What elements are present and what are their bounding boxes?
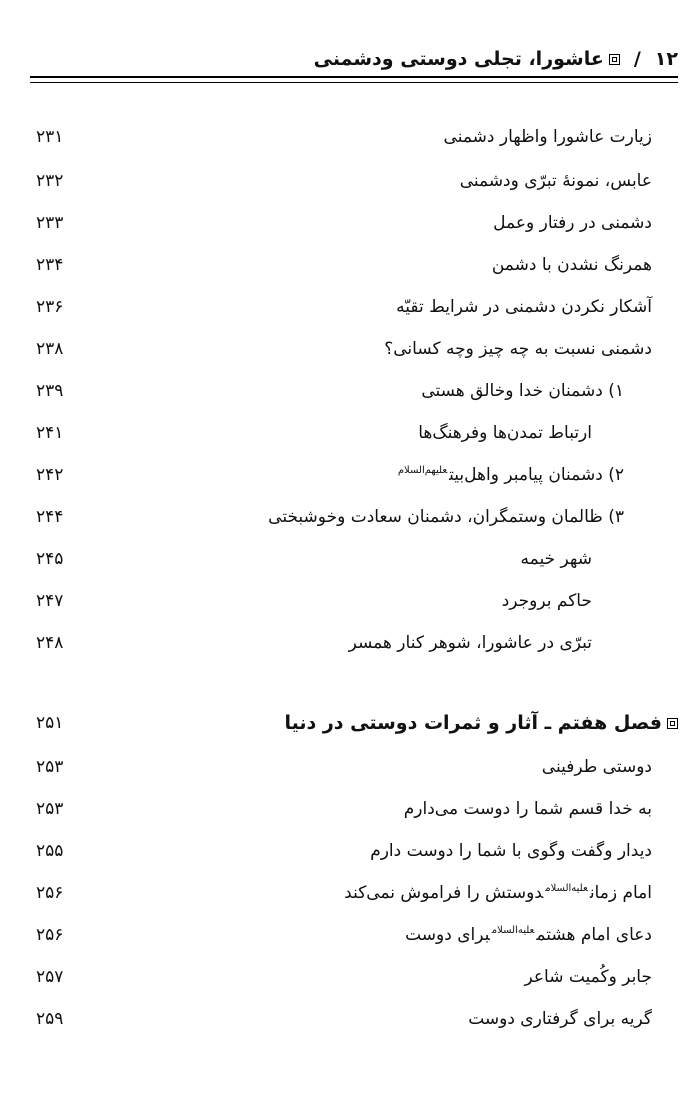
toc-entry-page: ۲۵۷	[36, 967, 64, 987]
toc-entry-page: ۲۳۲	[36, 171, 64, 191]
toc-entry[interactable]	[36, 586, 592, 616]
header-page-number: ۱۲	[654, 48, 678, 70]
toc-entry-title: آشکار نکردن دشمنی در شرایط تقیّه	[396, 297, 652, 317]
toc-entry-page: ۲۳۹	[36, 381, 64, 401]
toc-entry[interactable]	[36, 166, 652, 196]
toc-entry[interactable]	[36, 250, 652, 280]
toc-entry-page: ۲۳۳	[36, 213, 64, 233]
header-separator: /	[633, 48, 641, 70]
toc-entry-title: دعای امام هشتم$^{علیه‌السلام}$برای دوست	[405, 925, 652, 945]
toc-entry-title: ۲) دشمنان پیامبر واهل‌بیت$^{علیهم‌السلام}$	[397, 465, 624, 485]
toc-entry[interactable]	[36, 122, 652, 152]
toc-entry[interactable]	[36, 1004, 652, 1034]
header-rule-thick	[30, 76, 678, 78]
toc-entry[interactable]	[36, 208, 652, 238]
toc-entry-title: دیدار وگفت وگوی با شما را دوست دارم	[370, 841, 652, 861]
honorific-glyph: علیه‌السلام	[491, 925, 535, 937]
toc-entry[interactable]	[36, 794, 652, 824]
toc-chapter-heading[interactable]	[36, 708, 678, 738]
square-bullet-icon	[609, 54, 620, 65]
toc-entry-page: ۲۵۳	[36, 757, 64, 777]
toc-entry[interactable]	[36, 502, 624, 532]
toc-entry[interactable]	[36, 418, 592, 448]
toc-entry-page: ۲۵۳	[36, 799, 64, 819]
toc-chapter-title: فصل هفتم ـ آثار و ثمرات دوستی در دنیا	[284, 712, 678, 734]
toc-entry-title: تبرّی در عاشورا، شوهر کنار همسر	[348, 633, 592, 653]
toc-entry-title: جابر وکُمیت شاعر	[524, 967, 652, 987]
toc-entry-page: ۲۳۶	[36, 297, 64, 317]
toc-entry[interactable]	[36, 460, 624, 490]
toc-entry[interactable]	[36, 376, 624, 406]
header-title: عاشورا، تجلی دوستی ودشمنی	[313, 48, 604, 70]
toc-entry[interactable]	[36, 962, 652, 992]
honorific-glyph: علیهم‌السلام	[397, 465, 448, 477]
toc-chapter-page: ۲۵۱	[36, 713, 64, 733]
toc-entry-page: ۲۵۹	[36, 1009, 64, 1029]
toc-entry-page: ۲۴۷	[36, 591, 64, 611]
toc-entry-page: ۲۴۱	[36, 423, 64, 443]
toc-entry-title: ارتباط تمدن‌ها وفرهنگ‌ها	[418, 423, 592, 443]
toc-entry-page: ۲۵۶	[36, 925, 64, 945]
toc-entry-title: دشمنی نسبت به چه چیز وچه کسانی؟	[384, 339, 652, 359]
toc-entry[interactable]	[36, 878, 652, 908]
toc-entry-page: ۲۵۵	[36, 841, 64, 861]
toc-entry[interactable]	[36, 334, 652, 364]
toc-entry-page: ۲۳۴	[36, 255, 64, 275]
toc-entry-page: ۲۴۲	[36, 465, 64, 485]
toc-entry-title: گریه برای گرفتاری دوست	[468, 1009, 652, 1029]
toc-entry[interactable]	[36, 544, 592, 574]
toc-entry[interactable]	[36, 920, 652, 950]
toc-entry[interactable]	[36, 292, 652, 322]
honorific-glyph: علیه‌السلام	[545, 883, 588, 895]
running-header	[30, 42, 678, 76]
toc-entry-page: ۲۴۵	[36, 549, 64, 569]
toc-entry-page: ۲۳۸	[36, 339, 64, 359]
header-rule-thin	[30, 82, 678, 83]
toc-entry-page: ۲۳۱	[36, 127, 64, 147]
toc-entry[interactable]	[36, 628, 592, 658]
toc-entry-title: امام زمان$^{علیه‌السلام}$دوستش را فراموش نمی‌کند	[344, 883, 652, 903]
toc-entry-title: شهر خیمه	[520, 549, 592, 569]
toc-entry-title: زیارت عاشورا واظهار دشمنی	[443, 127, 652, 147]
toc-entry-title: حاکم بروجرد	[501, 591, 592, 611]
toc-entry-page: ۲۴۸	[36, 633, 64, 653]
toc-entry[interactable]	[36, 752, 652, 782]
toc-entry-page: ۲۴۴	[36, 507, 64, 527]
toc-entry-title: همرنگ نشدن با دشمن	[491, 255, 652, 275]
toc-entry-title: ۱) دشمنان خدا وخالق هستی	[421, 381, 624, 401]
toc-entry-title: به خدا قسم شما را دوست می‌دارم	[403, 799, 652, 819]
toc-entry-title: عابس، نمونهٔ تبرّی ودشمنی	[459, 171, 652, 191]
toc-entry-page: ۲۵۶	[36, 883, 64, 903]
toc-entry-title: دشمنی در رفتار وعمل	[493, 213, 652, 233]
toc-entry-title: دوستی طرفینی	[541, 757, 652, 777]
toc-entry-title: ۳) ظالمان وستمگران، دشمنان سعادت وخوشبختی	[268, 507, 624, 527]
toc-entry[interactable]	[36, 836, 652, 866]
square-bullet-icon	[667, 718, 678, 729]
